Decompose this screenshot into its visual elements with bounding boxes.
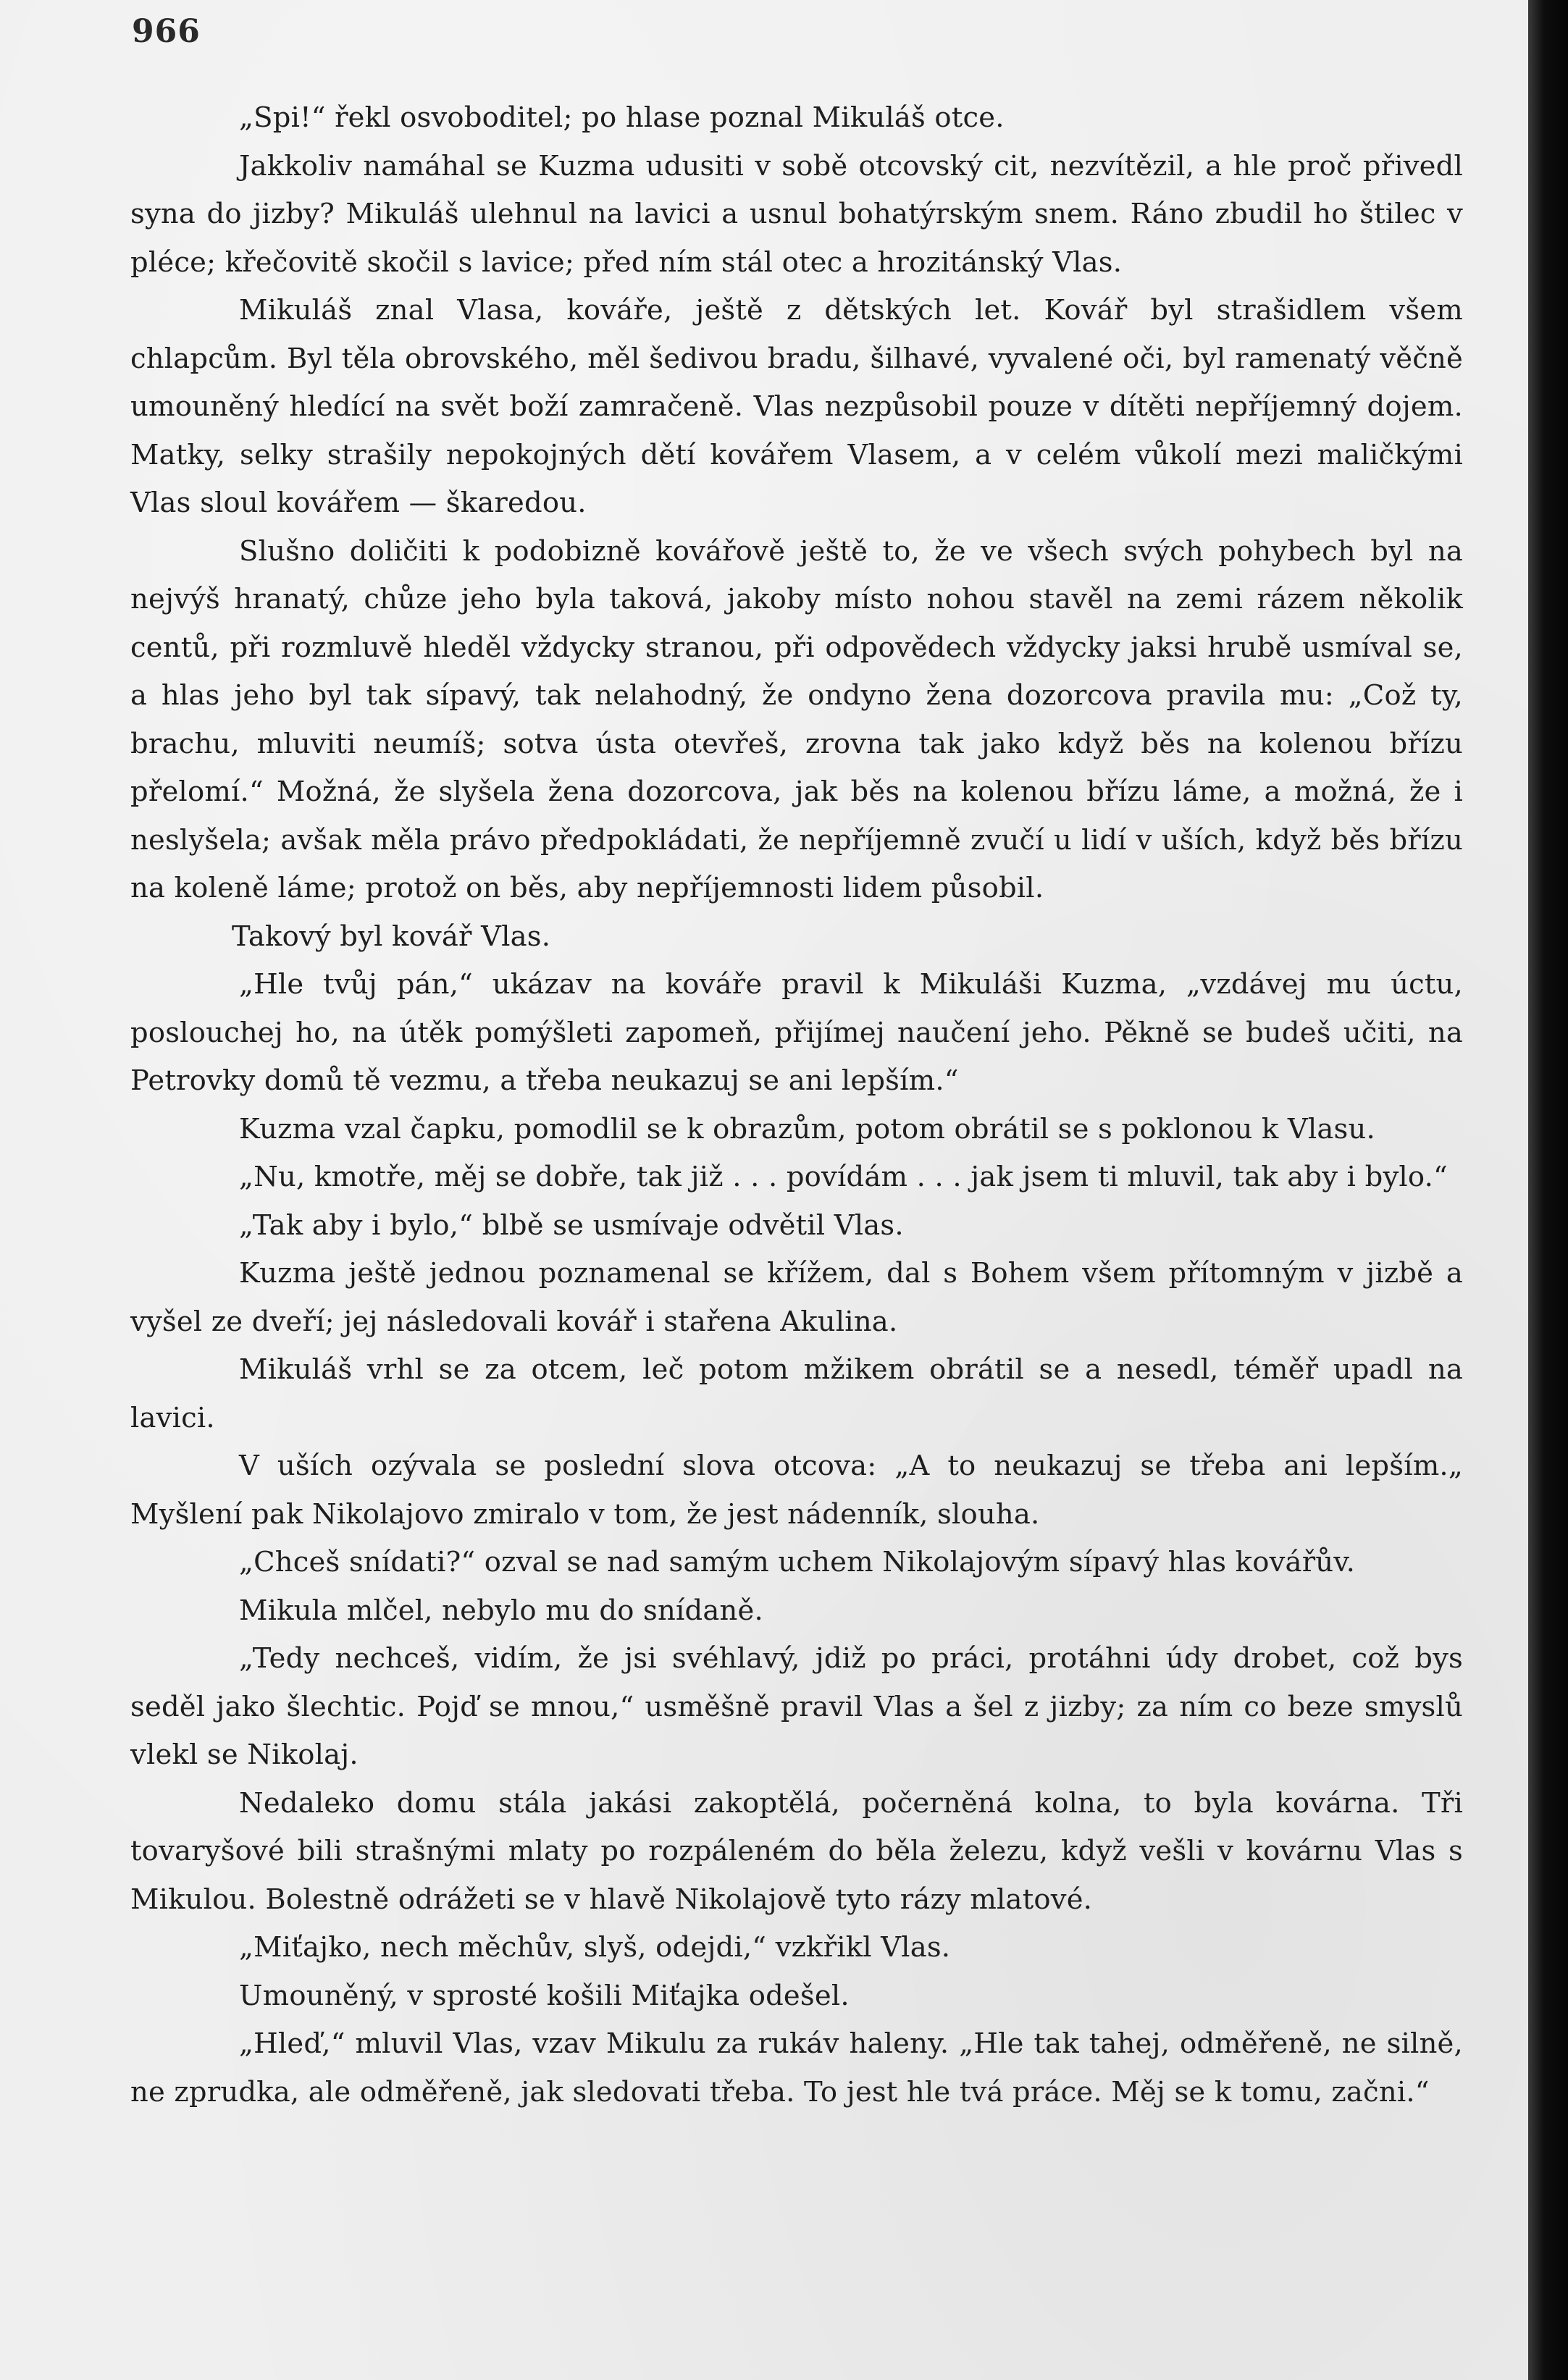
paragraph: Jakkoliv namáhal se Kuzma udusiti v sobě otcovský cit, nezvítězil, a hle proč přivedl syna do jizby? Mikuláš ulehnul na lavici a usnul bohatýrským snem. Ráno zbudil ho štilec v pléce; křečovitě skočil s lavice; před ním stál otec a hrozitánský Vlas. <box>130 149 1463 279</box>
paragraph: „Hle tvůj pán,“ ukázav na kováře pravil k Mikuláši Kuzma, „vzdávej mu úctu, poslouchej ho, na útěk pomýšleti zapomeň, přijímej naučení jeho. Pěkně se budeš učiti, na Petrovky domů tě vezmu, a třeba neukazuj se ani lepším.“ <box>130 968 1463 1097</box>
paragraph: Mikuláš vrhl se za otcem, leč potom mžikem obrátil se a nesedl, téměř upadl na lavici. <box>130 1353 1463 1434</box>
paragraph: Kuzma vzal čapku, pomodlil se k obrazům, potom obrátil se s poklonou k Vlasu. <box>239 1112 1375 1145</box>
paragraph: Umouněný, v sprosté košili Miťajka odešel. <box>239 1979 850 2012</box>
paragraph: „Tak aby i bylo,“ blbě se usmívaje odvětil Vlas. <box>239 1208 904 1242</box>
paragraph: Takový byl kovář Vlas. <box>232 920 551 953</box>
paragraph: „Nu, kmotře, měj se dobře, tak již . . . povídám . . . jak jsem ti mluvil, tak aby i bylo.“ <box>239 1161 1448 1193</box>
paragraph: Mikula mlčel, nebylo mu do snídaně. <box>239 1594 763 1627</box>
body-text <box>130 94 1463 2116</box>
paragraph: „Spi!“ řekl osvoboditel; po hlase poznal Mikuláš otce. <box>239 101 1005 134</box>
book-spine-shadow <box>1528 0 1568 2380</box>
paragraph: Mikuláš znal Vlasa, kováře, ještě z dětských let. Kovář byl strašidlem všem chlapcům. Byl těla obrovského, měl šedivou bradu, šilhavé, vyvalené oči, byl ramenatý věčně umouněný hledící na svět boží zamračeně. Vlas nezpůsobil pouze v dítěti nepříjemný dojem. Matky, selky strašily nepokojných dětí kovářem Vlasem, a v celém vůkolí mezi maličkými Vlas sloul kovářem — škaredou. <box>130 294 1463 519</box>
paragraph: „Hleď,“ mluvil Vlas, vzav Mikulu za rukáv haleny. „Hle tak tahej, odměřeně, ne silně, ne zprudka, ale odměřeně, jak sledovati třeba. To jest hle tvá práce. Měj se k tomu, začni.“ <box>130 2027 1463 2108</box>
page-number: 966 <box>132 13 201 50</box>
paragraph: Slušno doličiti k podobizně kovářově ještě to, že ve všech svých pohybech byl na nejvýš hranatý, chůze jeho byla taková, jakoby místo nohou stavěl na zemi rázem několik centů, při rozmluvě hleděl vždycky stranou, při odpovědech vždycky jaksi hrubě usmíval se, a hlas jeho byl tak sípavý, tak nelahodný, že ondyno žena dozorcova pravila mu: „Což ty, brachu, mluviti neumíš; sotva ústa otevřeš, zrovna tak jako když běs na kolenou břízu přelomí.“ Možná, že slyšela žena dozorcova, jak běs na kolenou břízu láme, a možná, že i neslyšela; avšak měla právo předpokládati, že nepříjemně zvučí u lidí v uších, když běs břízu na koleně láme; protož on běs, aby nepříjemnosti lidem působil. <box>130 534 1463 904</box>
paragraph: Kuzma ještě jednou poznamenal se křížem, dal s Bohem všem přítomným v jizbě a vyšel ze dveří; jej následovali kovář i stařena Akulina. <box>130 1257 1463 1338</box>
paragraph: „Chceš snídati?“ ozval se nad samým uchem Nikolajovým sípavý hlas kovářův. <box>239 1546 1356 1578</box>
paragraph: „Miťajko, nech měchův, slyš, odejdi,“ vzkřikl Vlas. <box>239 1931 951 1964</box>
paragraph: Nedaleko domu stála jakási zakoptělá, počerněná kolna, to byla kovárna. Tři tovaryšové bili strašnými mlaty po rozpáleném do běla železu, když vešli v kovárnu Vlas s Mikulou. Bolestně odrážeti se v hlavě Nikolajově tyto rázy mlatové. <box>130 1786 1463 1916</box>
paragraph: „Tedy nechceš, vidím, že jsi svéhlavý, jdiž po práci, protáhni údy drobet, což bys seděl jako šlechtic. Pojď se mnou,“ usměšně pravil Vlas a šel z jizby; za ním co beze smyslů vlekl se Nikolaj. <box>130 1642 1463 1771</box>
paragraph: V uších ozývala se poslední slova otcova: „A to neukazuj se třeba ani lepším.„ Myšlení pak Nikolajovo zmiralo v tom, že jest nádenník, slouha. <box>130 1450 1463 1531</box>
